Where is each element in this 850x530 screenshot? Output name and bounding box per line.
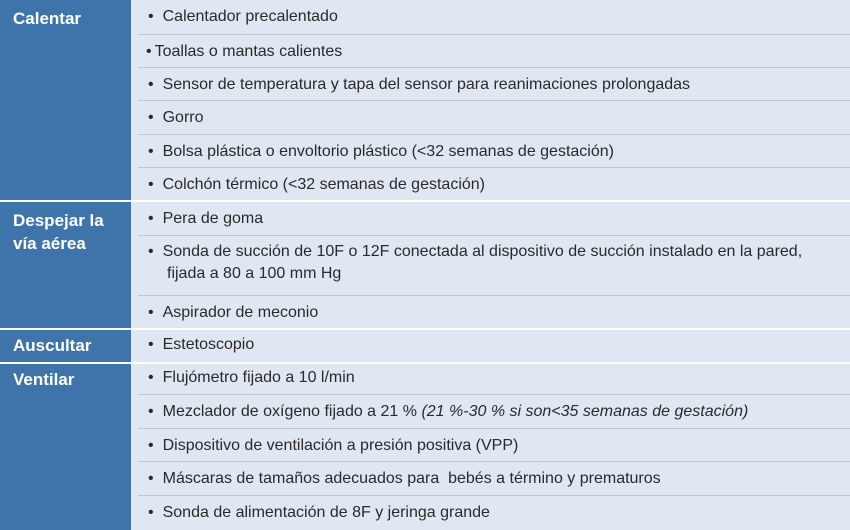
bullet-icon: • xyxy=(148,8,154,25)
item-text: Estetoscopio xyxy=(162,336,255,353)
list-item xyxy=(138,428,850,461)
section-label: Calentar xyxy=(0,0,131,200)
list-item xyxy=(138,0,850,34)
item-text: Flujómetro fijado a 10 l/min xyxy=(162,369,355,386)
item-text: Bolsa plástica o envoltorio plástico (<32 semanas de gestación) xyxy=(162,143,614,160)
list-item xyxy=(138,167,850,200)
item-note: (21 %-30 % si son<35 semanas de gestación) xyxy=(421,403,749,420)
bullet-icon: • xyxy=(146,43,152,60)
bullet-icon: • xyxy=(148,176,154,193)
item-text: Dispositivo de ventilación a presión positiva (VPP) xyxy=(162,437,519,454)
list-item xyxy=(138,235,850,295)
bullet-icon: • xyxy=(148,336,154,353)
list-item xyxy=(138,364,850,394)
section-auscultar xyxy=(0,330,850,362)
item-text: Gorro xyxy=(162,109,204,126)
list-item xyxy=(138,330,850,362)
section-label: Auscultar xyxy=(0,330,131,362)
list-item xyxy=(138,461,850,495)
bullet-icon: • xyxy=(148,304,154,321)
list-item xyxy=(138,134,850,167)
bullet-icon: • xyxy=(148,76,154,93)
bullet-icon: • xyxy=(148,143,154,160)
bullet-icon: • xyxy=(148,437,154,454)
list-item xyxy=(138,67,850,100)
list-item xyxy=(138,394,850,428)
bullet-icon: • xyxy=(148,109,154,126)
bullet-icon: • xyxy=(148,403,154,420)
bullet-icon: • xyxy=(148,243,154,260)
list-item xyxy=(138,100,850,134)
bullet-icon: • xyxy=(148,210,154,227)
item-text: Sonda de succión de 10F o 12F conectada al dispositivo de succión instalado en la pared, fijada a 80 a 100 mm Hg xyxy=(162,243,803,282)
item-text: Toallas o mantas calientes xyxy=(154,43,343,60)
list-item xyxy=(138,295,850,328)
item-text: Pera de goma xyxy=(162,210,264,227)
section-calentar xyxy=(0,0,850,200)
item-text: Aspirador de meconio xyxy=(162,304,319,321)
item-text: Sensor de temperatura y tapa del sensor para reanimaciones prolongadas xyxy=(162,76,691,93)
item-text: Colchón térmico (<32 semanas de gestación) xyxy=(162,176,485,193)
bullet-icon: • xyxy=(148,470,154,487)
section-label: Despejar la vía aérea xyxy=(0,202,131,328)
section-label: Ventilar xyxy=(0,364,131,530)
item-text: Mezclador de oxígeno fijado a 21 % xyxy=(162,403,417,420)
bullet-icon: • xyxy=(148,504,154,521)
list-item xyxy=(138,495,850,530)
bullet-icon: • xyxy=(148,369,154,386)
list-item xyxy=(138,34,850,67)
section-despejar xyxy=(0,202,850,328)
item-text: Calentador precalentado xyxy=(162,8,338,25)
list-item xyxy=(138,202,850,235)
item-text: Máscaras de tamaños adecuados para bebés a término y prematuros xyxy=(162,470,661,487)
item-text: Sonda de alimentación de 8F y jeringa grande xyxy=(162,504,490,521)
section-ventilar xyxy=(0,364,850,530)
